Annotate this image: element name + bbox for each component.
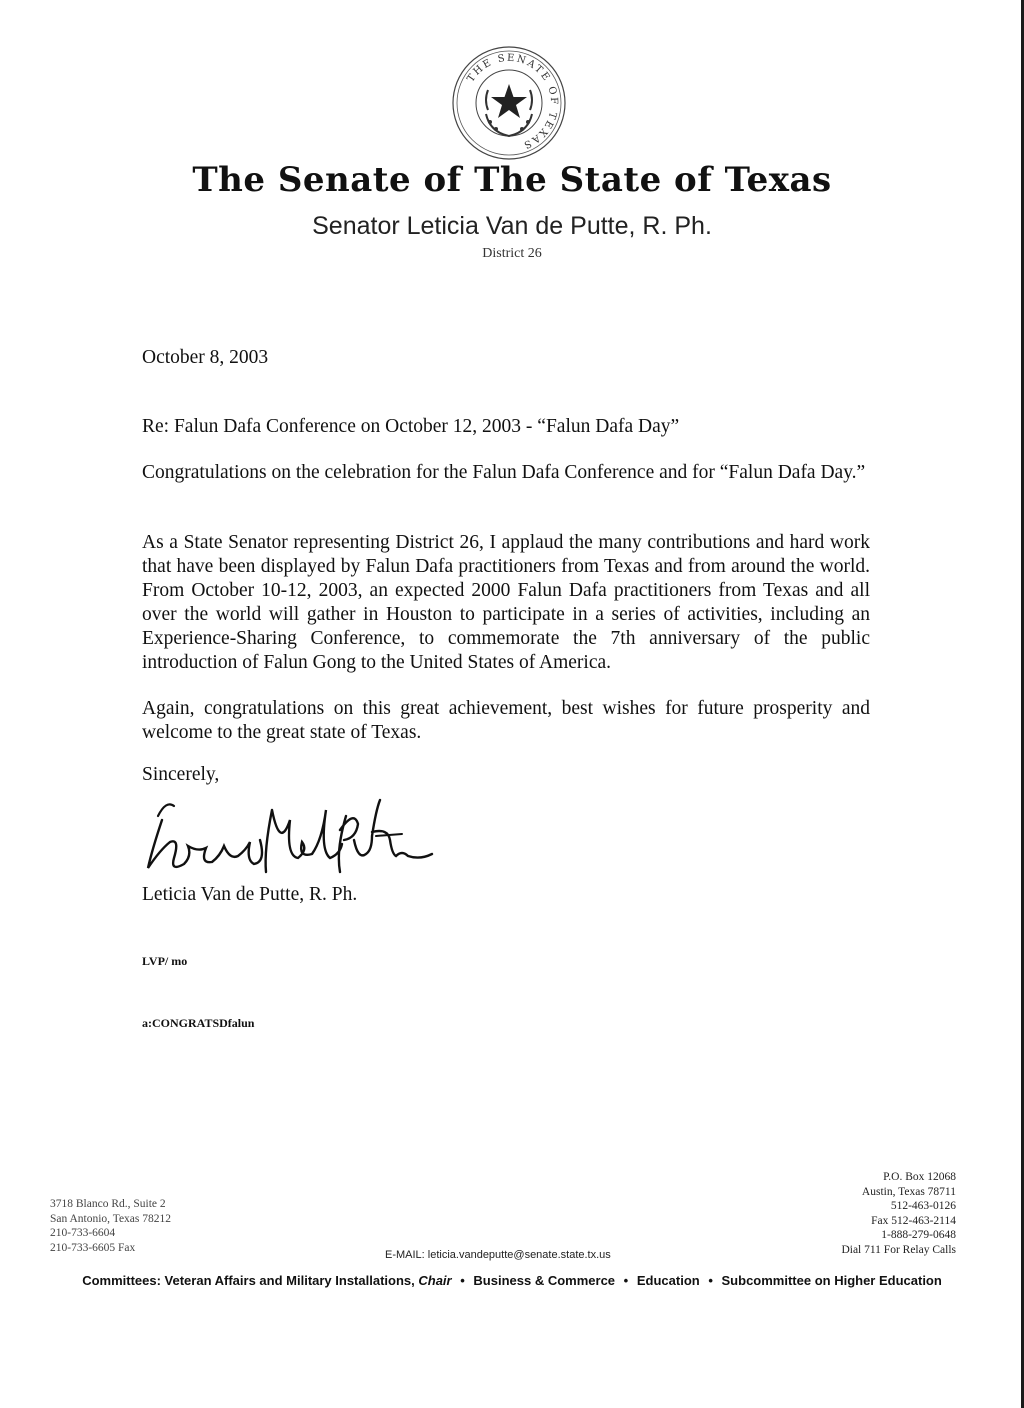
- bullet-separator: •: [460, 1273, 465, 1288]
- file-reference: a:CONGRATSDfalun: [142, 1016, 255, 1030]
- footer-left-line: 210-733-6604: [50, 1227, 116, 1239]
- footer-right-line: P.O. Box 12068: [883, 1171, 956, 1183]
- senator-name: Senator Leticia Van de Putte, R. Ph.: [312, 212, 712, 240]
- footer-right-line: 1-888-279-0648: [881, 1229, 956, 1241]
- paragraph-main: As a State Senator representing District 26, I applaud the many contributions and hard work that have been displayed by Falun Dafa practitioners from Texas and from around the world. From October 10-12, 2003, an expected 2000 Falun Dafa practitioners from Texas and all over the world will gather in Houston to participate in a series of activities, including an Experience-Sharing Conference, to commemorate the 7th anniversary of the public introduction of Falun Gong to the United States of America.: [142, 532, 870, 673]
- footer-right-line: Dial 711 For Relay Calls: [841, 1243, 956, 1256]
- committee-veteran-affairs: Committees: Veteran Affairs and Military Installations,: [82, 1273, 415, 1288]
- senate-seal: [450, 44, 568, 162]
- footer-san-antonio-address: [50, 1197, 171, 1255]
- footer-email: E-MAIL: leticia.vandeputte@senate.state.tx.us: [385, 1249, 611, 1261]
- handwritten-signature: [140, 780, 440, 880]
- subject-line: Re: Falun Dafa Conference on October 12, 2003 - “Falun Dafa Day”: [142, 416, 680, 437]
- letterhead-title: The Senate of The State of Texas: [192, 160, 832, 200]
- letter-date: October 8, 2003: [142, 347, 269, 368]
- paragraph-closing-wishes: Again, congratulations on this great achievement, best wishes for future prosperity and welcome to the great state of Texas.: [142, 698, 870, 743]
- footer-left-line: San Antonio, Texas 78212: [50, 1212, 172, 1225]
- committee-higher-education: Subcommittee on Higher Education: [721, 1273, 942, 1288]
- footer-right-line: Fax 512-463-2114: [871, 1214, 956, 1227]
- footer-left-line: 3718 Blanco Rd., Suite 2: [50, 1198, 166, 1210]
- bullet-separator: •: [623, 1273, 629, 1288]
- paragraph-congratulations: Congratulations on the celebration for the Falun Dafa Conference and for “Falun Dafa Day.”: [142, 462, 866, 483]
- footer-right-line: Austin, Texas 78711: [861, 1185, 956, 1198]
- reference-initials: LVP/ mo: [142, 954, 188, 968]
- footer-left-line: 210-733-6605 Fax: [50, 1241, 136, 1254]
- committees-line: [0, 1273, 1024, 1288]
- committee-education: Education: [636, 1273, 700, 1288]
- committee-business-commerce: Business & Commerce: [473, 1273, 616, 1288]
- closing-salutation: Sincerely,: [142, 764, 220, 785]
- committee-chair-label: Chair: [418, 1273, 452, 1288]
- footer-austin-address: [841, 1170, 956, 1257]
- seal-ring-text: THE SENATE OF TEXAS: [465, 52, 560, 151]
- signer-name: Leticia Van de Putte, R. Ph.: [142, 884, 358, 905]
- footer-right-line: 512-463-0126: [890, 1200, 956, 1212]
- district-label: District 26: [482, 246, 542, 261]
- bullet-separator: •: [708, 1273, 713, 1288]
